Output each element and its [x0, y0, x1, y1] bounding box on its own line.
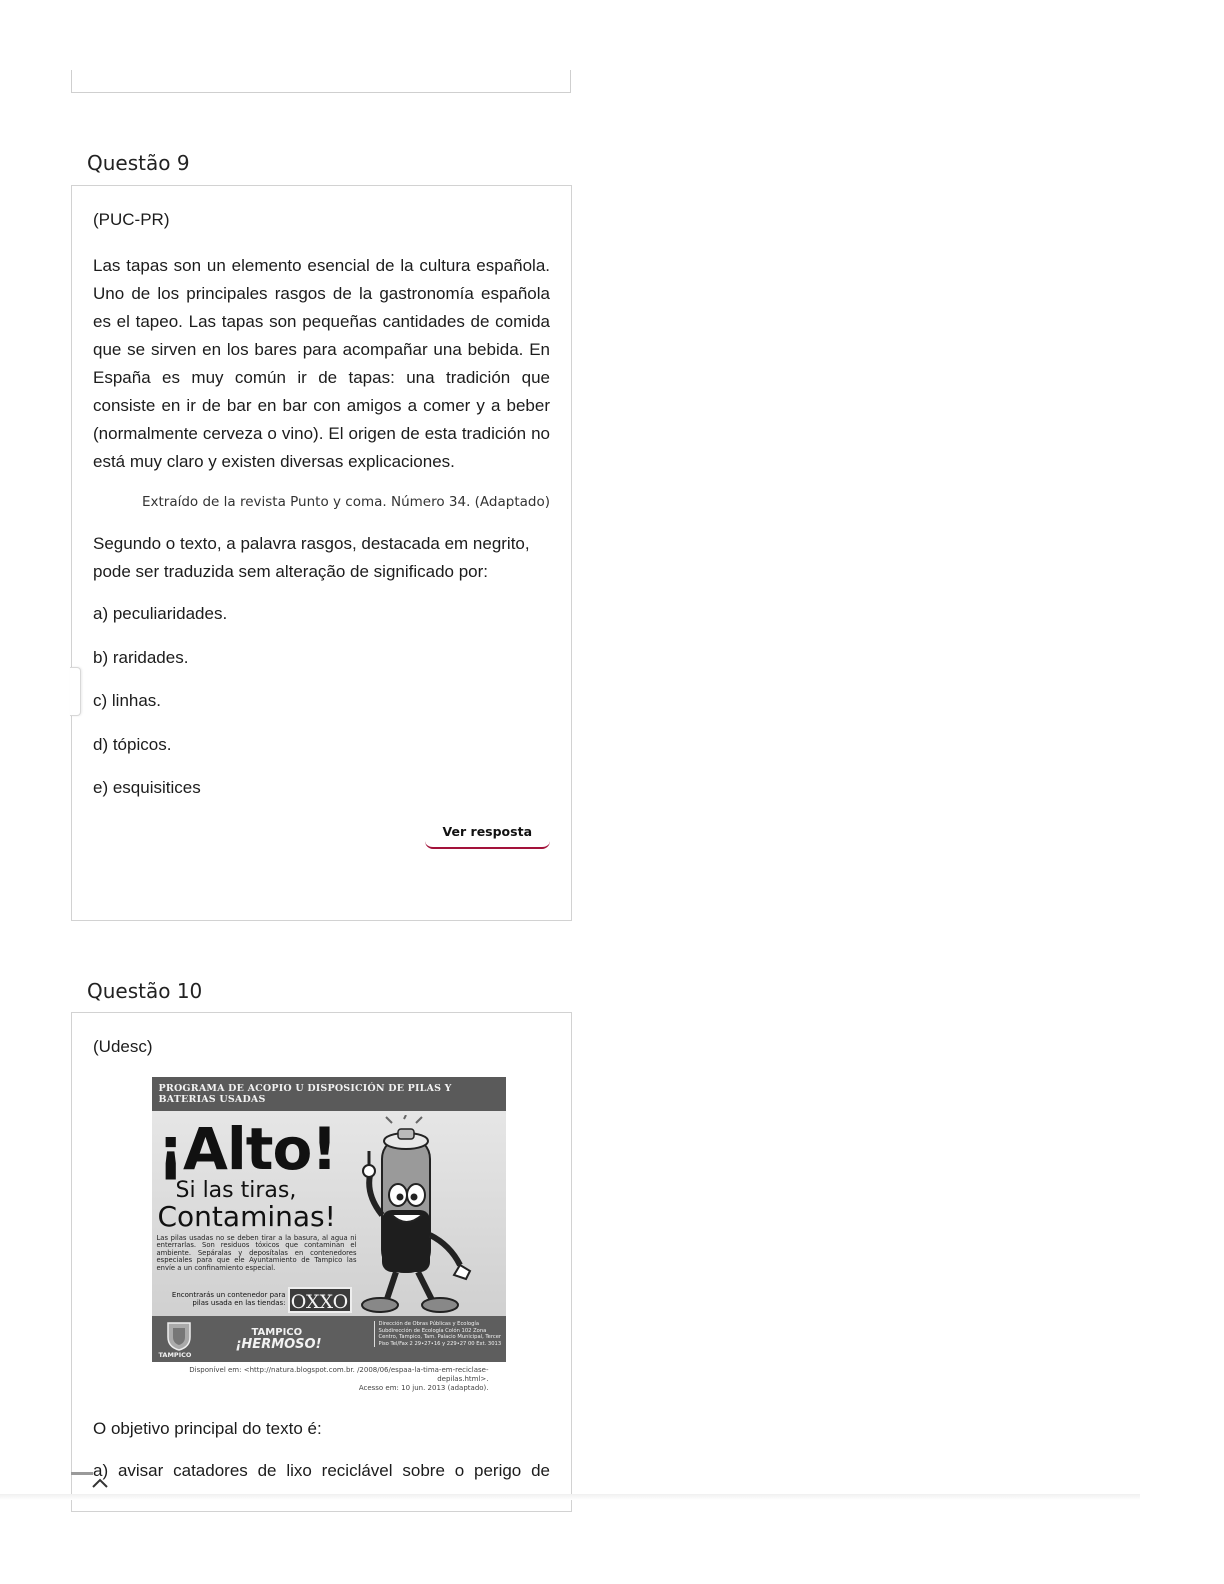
bottom-bar-shadow — [0, 1494, 1140, 1500]
tampico-word: TAMPICO — [251, 1327, 303, 1338]
poster-body-text: Las pilas usadas no se deben tirar a la basura, al agua ni enterrarlas. Son residuos tóxicos que contaminan el ambiente. Sepáralas y deposítalas en contenedores especiales para que ele Ayuntamiento de Tampico las envíe a un confinamiento especial. — [156, 1234, 357, 1272]
question-prompt: O objetivo principal do texto é: — [93, 1419, 322, 1438]
passage-citation: Extraído de la revista Punto y coma. Número 34. (Adaptado) — [141, 494, 550, 510]
tampico-small-label: TAMPICO — [158, 1351, 192, 1359]
poster-tiras: Si las tiras, — [175, 1178, 297, 1203]
poster-citation-line-2: Acesso em: 10 jun. 2013 (adaptado). — [358, 1384, 489, 1392]
hermoso-word: ¡HERMOSO! — [235, 1337, 322, 1352]
side-feedback-tab[interactable] — [70, 667, 81, 716]
battery-mascot-icon — [352, 1115, 502, 1315]
question-source: (Udesc) — [93, 1037, 153, 1056]
ver-resposta-button[interactable]: Ver resposta — [425, 818, 550, 849]
question-10-card — [71, 1012, 572, 1512]
option-b[interactable]: b) raridades. — [93, 647, 189, 667]
oxxo-logo: OXXO — [288, 1287, 352, 1313]
poster-contaminas: Contaminas! — [157, 1200, 336, 1233]
question-source: (PUC-PR) — [93, 210, 170, 229]
previous-question-card — [71, 70, 571, 93]
poster-citation-line-1: Disponível em: <http://natura.blogspot.com.br. /2008/06/espaa-la-tima-em-reciclase-depilas.html>. — [189, 1366, 489, 1383]
poster-directory-info: Dirección de Obras Públicas y Ecología Subdirección de Ecología Colón 102 Zona Centro, Tampico, Tam. Palacio Municipal, Tercer Piso Tel/Fax 2 29•27•16 y 229•27 00 Ext. 3013 — [374, 1321, 507, 1347]
question-passage: Las tapas son un elemento esencial de la cultura española. Uno de los principales rasgos de la gastronomía española es el tapeo. Las tapas son pequeñas cantidades de comida que se sirven en los bares para acompañar una bebida. En España es muy común ir de tapas: una tradición que consiste en ir de bar en bar con amigos a comer y a beber (normalmente cerveza o vino). El origen de esta tradición no está muy claro y existen diversas explicaciones. — [93, 256, 550, 471]
option-a[interactable]: a) peculiaridades. — [93, 604, 228, 623]
poster-header: PROGRAMA DE ACOPIO U DISPOSICIÓN DE PILAS Y BATERIAS USADAS — [152, 1077, 506, 1111]
recycling-poster-image — [152, 1077, 506, 1362]
question-prompt: Segundo o texto, a palavra rasgos, destacada em negrito, pode ser traduzida sem alteração de significado por: — [93, 534, 530, 581]
option-e[interactable]: e) esquisitices — [93, 778, 201, 797]
poster-alto: ¡Alto! — [157, 1115, 337, 1183]
question-10-title: Questão 10 — [87, 979, 203, 1003]
option-a[interactable]: a) avisar catadores de lixo reciclável sobre o perigo de — [93, 1461, 550, 1480]
option-c[interactable]: c) linhas. — [93, 691, 162, 710]
question-9-title: Questão 9 — [87, 151, 190, 175]
question-9-card — [71, 185, 572, 921]
poster-citation — [159, 1366, 489, 1393]
divider — [71, 1472, 93, 1475]
poster-store-text: Encontrarás un contenedor para pilas usada en las tiendas: — [171, 1291, 286, 1307]
option-d[interactable]: d) tópicos. — [93, 734, 172, 754]
chevron-up-icon[interactable] — [90, 1476, 110, 1492]
tampico-shield-icon — [166, 1321, 192, 1351]
